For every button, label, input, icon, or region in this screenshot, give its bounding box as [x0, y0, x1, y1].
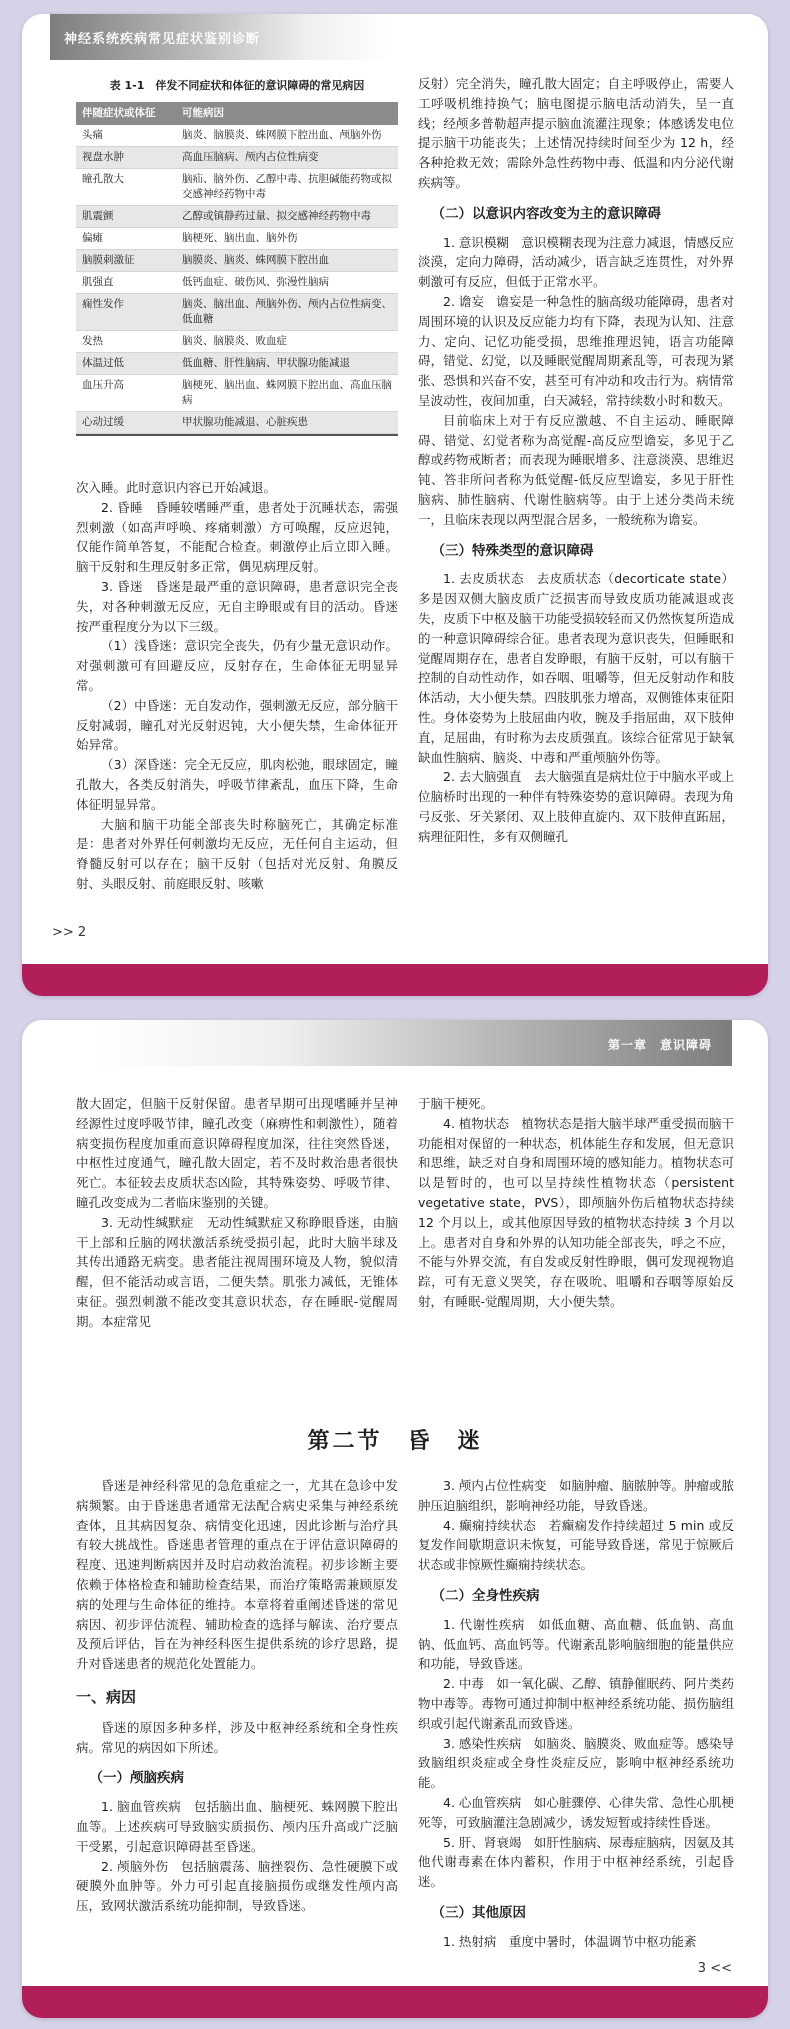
symptom-cell: 偏瘫 [76, 227, 176, 249]
symptom-cell: 痫性发作 [76, 293, 176, 330]
paragraph: 目前临床上对于有反应激越、不自主运动、睡眠障碍、错觉、幻觉者称为高觉醒-高反应型谵妄，多见于乙醇或药物戒断者；而表现为睡眠增多、注意淡漠、思维迟钝、答非所问者称为低觉醒-低反应型谵妄，多见于肝性脑病、肺性脑病、代谢性脑病等。由于上述分类尚未统一，且临床表现以两型混合居多，一般统称为谵妄。 [418, 412, 734, 527]
table-row [76, 249, 398, 271]
subsection-heading: （二）以意识内容改变为主的意识障碍 [431, 205, 661, 222]
paragraph: 2. 颅脑外伤 包括脑震荡、脑挫裂伤、急性硬膜下或硬膜外血肿等。外力可引起直接脑损伤或继发性颅内高压，致网状激活系统功能抑制，导致昏迷。 [76, 1858, 398, 1914]
subsection-heading: （三）其他原因 [431, 1904, 526, 1921]
paragraph: 2. 去大脑强直 去大脑强直是病灶位于中脑水平或上位脑桥时出现的一种伴有特殊姿势的意识障碍。表现为角弓反张、牙关紧闭、双上肢伸直旋内、双下肢伸直跖屈，病理征阳性，多有双侧瞳孔 [418, 769, 734, 844]
cause-cell: 甲状腺功能减退、心脏疾患 [176, 411, 398, 433]
paragraph: 4. 癫痫持续状态 若癫痫发作持续超过 5 min 或反复发作间歇期意识未恢复，可能导致昏迷，常见于惊厥后状态或非惊厥性癫痫持续状态。 [418, 1517, 734, 1573]
table-row [76, 293, 398, 330]
table-row [76, 227, 398, 249]
paragraph: 3. 无动性缄默症 无动性缄默症又称睁眼昏迷，由脑干上部和丘脑的网状激活系统受损引起，此时大脑半球及其传出通路无病变。患者能注视周围环境及人物，貌似清醒，但不能活动或言语，二便失禁。肌张力减低，无锥体束征。强烈刺激不能改变其意识状态，存在睡眠-觉醒周期。本症常见 [76, 1214, 398, 1329]
page2-lower-left-column [76, 1476, 398, 1916]
paragraph: 2. 谵妄 谵妄是一种急性的脑高级功能障碍，患者对周围环境的认识及反应能力均有下降，表现为认知、注意力、定向、记忆功能受损，思维推理迟钝，语言功能障碍，错觉、幻觉，以及睡眠觉醒周期紊乱等，可表现为紧张、恐惧和兴奋不安，甚至可有冲动和攻击行为。病情常呈波动性，夜间加重，白天减轻，常持续数小时和数天。 [418, 293, 734, 408]
table-header-cell: 可能病因 [176, 102, 398, 125]
table-row [76, 205, 398, 227]
paragraph: 3. 昏迷 昏迷是最严重的意识障碍，患者意识完全丧失，对各种刺激无反应，无自主睁眼或有目的活动。昏迷按严重程度分为以下三级。 [76, 578, 398, 634]
page2-lower-right-column [418, 1476, 734, 1952]
symptom-cell: 肌强直 [76, 271, 176, 293]
table-row [76, 411, 398, 433]
cause-cell: 低钙血症、破伤风、弥漫性脑病 [176, 271, 398, 293]
footer-band [22, 964, 768, 996]
subsection-heading: （二）全身性疾病 [431, 1587, 540, 1604]
table-bottom-rule [76, 434, 398, 436]
running-head-banner [50, 14, 390, 60]
table-row [76, 352, 398, 374]
page-3 [22, 1020, 768, 2018]
cause-cell: 高血压脑病、颅内占位性病变 [176, 146, 398, 168]
paragraph: 散大固定，但脑干反射保留。患者早期可出现嗜睡并呈神经源性过度呼吸节律，瞳孔改变（麻痹性和刺激性），随着病变损伤程度加重而意识障碍程度加深，往往突然昏迷，中枢性过度通气，瞳孔散大固定，若不及时救治患者很快死亡。本征较去皮质状态凶险，其特殊姿势、呼吸节律、瞳孔改变成为二者临床鉴别的关键。 [76, 1096, 398, 1210]
cause-cell: 乙醇或镇静药过量、拟交感神经药物中毒 [176, 205, 398, 227]
cause-cell: 脑炎、脑出血、颅脑外伤、颅内占位性病变、低血糖 [176, 293, 398, 330]
cause-cell: 脑炎、脑膜炎、败血症 [176, 330, 398, 352]
running-head-banner [92, 1020, 732, 1066]
symptom-cell: 瞳孔散大 [76, 168, 176, 205]
section-title: 第二节 昏 迷 [307, 1428, 483, 1454]
symptom-cell: 头痛 [76, 125, 176, 147]
symptom-cell: 视盘水肿 [76, 146, 176, 168]
table-block [76, 76, 398, 436]
paragraph: 4. 心血管疾病 如心脏骤停、心律失常、急性心肌梗死等，可致脑灌注急剧减少，诱发短暂或持续性昏迷。 [418, 1794, 734, 1830]
paragraph: 1. 脑血管疾病 包括脑出血、脑梗死、蛛网膜下腔出血等。上述疾病可导致脑实质损伤、颅内压升高或广泛脑干受累，引起意识障碍甚至昏迷。 [76, 1799, 398, 1854]
cause-cell: 脑炎、脑膜炎、蛛网膜下腔出血、颅脑外伤 [176, 125, 398, 147]
page1-right-column [418, 74, 734, 846]
paragraph: 5. 肝、肾衰竭 如肝性脑病、尿毒症脑病，因氨及其他代谢毒素在体内蓄积，作用于中枢神经系统，引起昏迷。 [418, 1834, 734, 1890]
symptom-cell: 心动过缓 [76, 411, 176, 433]
paragraph: 1. 热射病 重度中暑时，体温调节中枢功能紊 [443, 1933, 697, 1949]
table-row [76, 125, 398, 147]
symptom-cell: 脑膜刺激征 [76, 249, 176, 271]
paragraph: 2. 中毒 如一氧化碳、乙醇、镇静催眠药、阿片类药物中毒等。毒物可通过抑制中枢神经系统功能、损伤脑组织或引起代谢紊乱而致昏迷。 [418, 1676, 734, 1731]
paragraph: 3. 感染性疾病 如脑炎、脑膜炎、败血症等。感染导致脑组织炎症或全身性炎症反应，影响中枢神经系统功能。 [418, 1735, 734, 1791]
symptom-cell: 血压升高 [76, 374, 176, 411]
symptom-cell: 肌震颤 [76, 205, 176, 227]
paragraph: 大脑和脑干功能全部丧失时称脑死亡，其确定标准是：患者对外界任何刺激均无反应，无任何自主运动，但脊髓反射可以存在；脑干反射（包括对光反射、角膜反射、头眼反射、前庭眼反射、咳嗽 [76, 816, 398, 891]
paragraph: 1. 代谢性疾病 如低血糖、高血糖、低血钠、高血钠、低血钙、高血钙等。代谢紊乱影响脑细胞的能量供应和功能，导致昏迷。 [418, 1616, 734, 1672]
etiology-table [76, 102, 398, 434]
cause-cell: 低血糖、肝性脑病、甲状腺功能减退 [176, 352, 398, 374]
running-head-title: 神经系统疾病常见症状鉴别诊断 [64, 32, 261, 47]
paragraph: 反射）完全消失，瞳孔散大固定；自主呼吸停止，需要人工呼吸机维持换气；脑电图提示脑电活动消失，呈一直线；经颅多普勒超声提示脑血流灌注现象；体感诱发电位提示脑干功能丧失；上述情况持续时间至少为 12 h，经各种抢救无效；需除外急性药物中毒、低温和内分泌代谢疾病等。 [418, 76, 734, 190]
paragraph: 3. 颅内占位性病变 如脑肿瘤、脑脓肿等。肿瘤或脓肿压迫脑组织，影响神经功能，导致昏迷。 [418, 1478, 734, 1513]
table-row [76, 146, 398, 168]
footer-band [22, 1986, 768, 2018]
symptom-cell: 体温过低 [76, 352, 176, 374]
cause-cell: 脑疝、脑外伤、乙醇中毒、抗胆碱能药物或拟交感神经药物中毒 [176, 168, 398, 205]
table-title: 表 1-1 伴发不同症状和体征的意识障碍的常见病因 [109, 79, 365, 92]
paragraph: 于脑干梗死。 [418, 1096, 494, 1111]
page2-upper-right-column [418, 1094, 734, 1312]
paragraph: （1）浅昏迷：意识完全丧失，仍有少量无意识动作。对强刺激可有回避反应，反射存在，生命体征无明显异常。 [76, 638, 398, 693]
symptom-cell: 发热 [76, 330, 176, 352]
table-row [76, 271, 398, 293]
paragraph: （2）中昏迷：无自发动作，强刺激无反应，部分脑干反射减弱，瞳孔对光反射迟钝，大小便失禁，生命体征开始异常。 [76, 697, 398, 753]
table-row [76, 374, 398, 411]
cause-cell: 脑梗死、脑出血、蛛网膜下腔出血、高血压脑病 [176, 374, 398, 411]
table-row [76, 330, 398, 352]
subsection-heading: （三）特殊类型的意识障碍 [431, 542, 594, 559]
paragraph: （3）深昏迷：完全无反应，肌肉松弛，眼球固定，瞳孔散大，各类反射消失，呼吸节律紊乱，血压下降，生命体征明显异常。 [76, 757, 398, 812]
subsection-heading: （一）颅脑疾病 [89, 1770, 184, 1787]
paragraph: 昏迷的原因多种多样，涉及中枢神经系统和全身性疾病。常见的病因如下所述。 [76, 1719, 398, 1755]
page1-left-column [76, 478, 398, 894]
page-2 [22, 14, 768, 996]
section-heading: 一、病因 [76, 1687, 137, 1706]
paragraph: 2. 昏睡 昏睡较嗜睡严重，患者处于沉睡状态，需强烈刺激（如高声呼唤、疼痛刺激）方可唤醒，反应迟钝，仅能作简单答复，不能配合检查。刺激停止后立即入睡。脑干反射和生理反射多正常，偶见病理反射。 [76, 499, 398, 575]
page2-upper-left-column [76, 1094, 398, 1332]
cause-cell: 脑梗死、脑出血、脑外伤 [176, 227, 398, 249]
table-header-cell: 伴随症状或体征 [76, 102, 176, 125]
table-row [76, 168, 398, 205]
paragraph: 1. 去皮质状态 去皮质状态（decorticate state）多是因双侧大脑皮质广泛损害而导致皮质功能减退或丧失，皮质下中枢及脑干功能受损较轻而又仍然恢复所造成的一种意识障碍综合征。患者表现为意识丧失，但睡眠和觉醒周期存在，患者自发睁眼，有脑干反射，可以有脑干控制的自动性动作，如吞咽、咀嚼等，但无反射动作和肢体活动，大小便失禁。四肢肌张力增高，双侧锥体束征阳性。身体姿势为上肢屈曲内收，腕及手指屈曲，双下肢伸直，足屈曲，有时称为去皮质强直。该综合征常见于缺氧缺血性脑病、脑炎、中毒和严重颅脑外伤等。 [418, 571, 734, 765]
page-number: >> 2 [52, 925, 87, 940]
paragraph: 1. 意识模糊 意识模糊表现为注意力减退，情感反应淡漠，定向力障碍，活动减少，语言缺乏连贯性，对外界刺激可有反应，但低于正常水平。 [418, 234, 734, 290]
paragraph: 昏迷是神经科常见的急危重症之一，尤其在急诊中发病频繁。由于昏迷患者通常无法配合病史采集与神经系统查体，且其病因复杂、病情变化迅速，因此诊断与治疗具有较大挑战性。昏迷患者管理的重点在于评估意识障碍的程度、迅速判断病因并及时启动救治流程。初步诊断主要依赖于体格检查和辅助检查结果，而治疗策略需兼顾原发病的处理与生命体征的维持。本章将着重阐述昏迷的常见病因、初步评估流程、辅助检查的选择与解读、治疗要点及预后评估，旨在为神经科医生提供系统的诊疗思路，提升对昏迷患者的规范化处置能力。 [76, 1478, 398, 1672]
paragraph: 次入睡。此时意识内容已开始减退。 [76, 480, 277, 495]
cause-cell: 脑膜炎、脑炎、蛛网膜下腔出血 [176, 249, 398, 271]
page-number: 3 << [697, 1961, 732, 1976]
running-head-title: 第一章 意识障碍 [607, 1038, 712, 1052]
paragraph: 4. 植物状态 植物状态是指大脑半球严重受损而脑干功能相对保留的一种状态，机体能生存和发展，但无意识和思维，缺乏对自身和周围环境的感知能力。植物状态可以是暂时的，也可以呈持续性植物状态（persistent vegetative state，PVS），即颅脑外伤后植物状态持续 12 个月以上，或其他原因导致的植物状态持续 3 个月以上。患者对自身和外界的认知功能全部丧失，呼之不应，不能与外界交流，有自发或反射性睁眼，偶可发现视物追踪，可有无意义哭笑，存在吸吮、咀嚼和吞咽等原始反射，有睡眠-觉醒周期，大小便失禁。 [418, 1115, 734, 1309]
